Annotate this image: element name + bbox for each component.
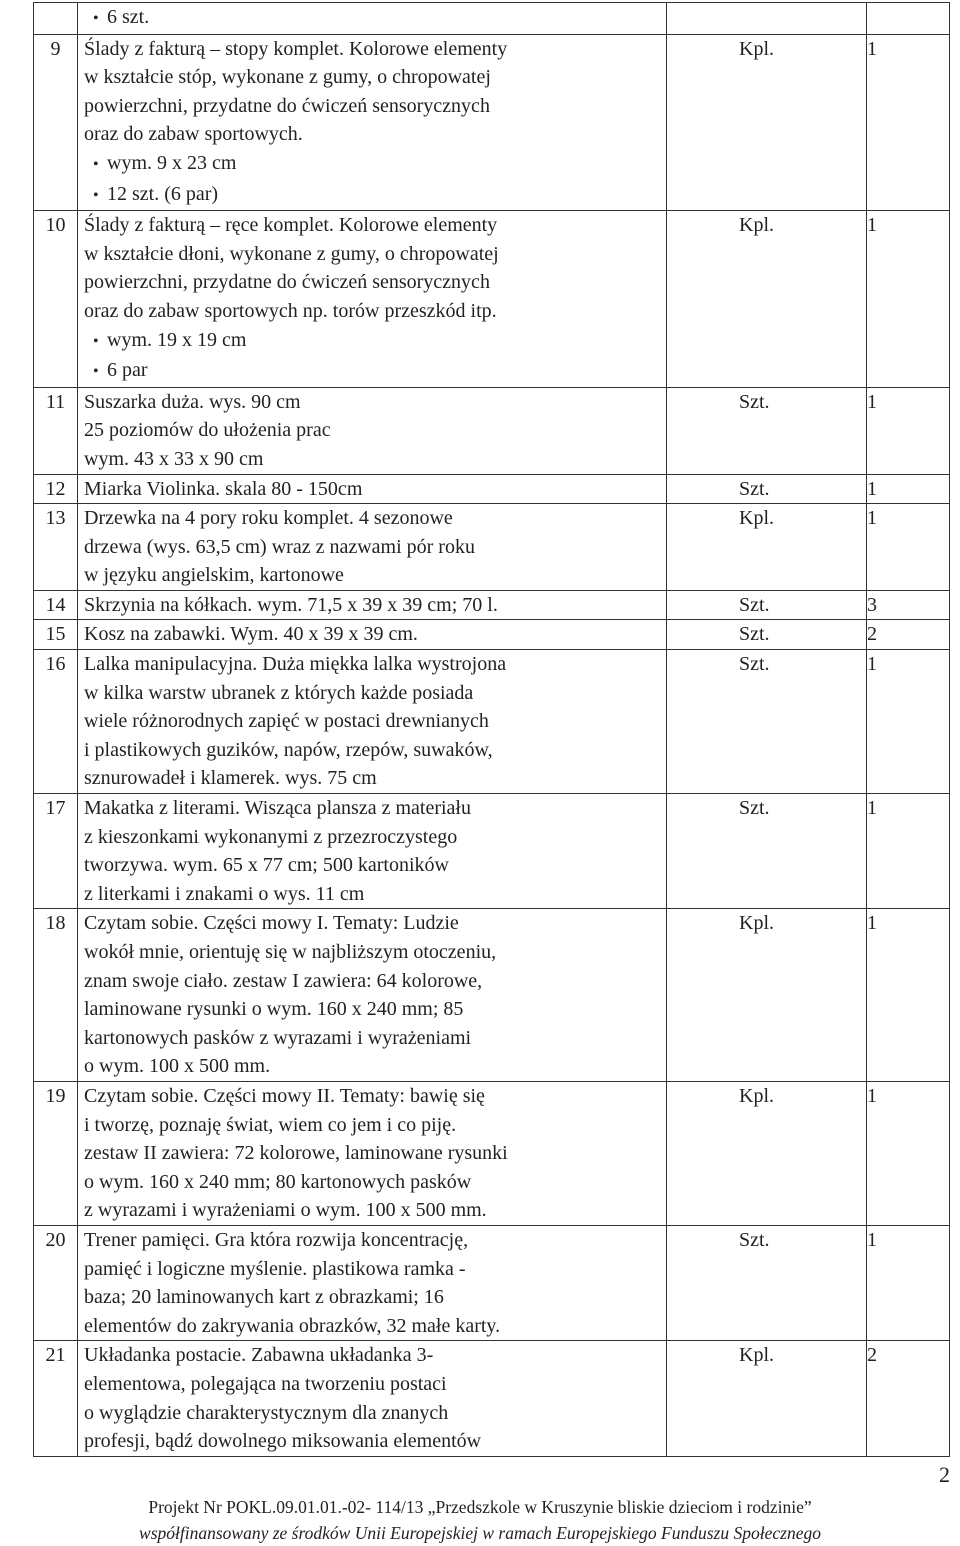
item-description — [78, 620, 667, 650]
item-quantity: 2 — [867, 620, 950, 650]
item-quantity: 1 — [867, 1225, 950, 1340]
description-line: oraz do zabaw sportowych. — [84, 123, 303, 146]
item-description — [78, 34, 667, 211]
table-row — [34, 620, 950, 650]
item-unit: Szt. — [667, 474, 867, 504]
item-description — [78, 1081, 667, 1225]
table-row — [34, 387, 950, 474]
description-line: Skrzynia na kółkach. wym. 71,5 x 39 x 39 cm; 70 l. — [84, 593, 498, 616]
description-line: profesji, bądź dowolnego miksowania elementów — [84, 1430, 482, 1453]
description-line: 25 poziomów do ułożenia prac — [84, 419, 331, 442]
description-bullet: • wym. 19 x 19 cm — [84, 326, 660, 357]
item-number: 18 — [34, 909, 78, 1082]
description-line: Trener pamięci. Gra która rozwija koncentrację, — [84, 1228, 469, 1251]
description-line: Makatka z literami. Wisząca plansza z materiału — [84, 797, 471, 820]
item-unit: Kpl. — [667, 909, 867, 1082]
item-description — [78, 1225, 667, 1340]
description-line: zestaw II zawiera: 72 kolorowe, laminowane rysunki — [84, 1142, 508, 1165]
table-row — [34, 504, 950, 591]
item-quantity: 1 — [867, 1081, 950, 1225]
description-line: wokół mnie, orientuję się w najbliższym otoczeniu, — [84, 941, 497, 963]
description-line: i tworzę, poznaję świat, wiem co jem i co piję. — [84, 1113, 457, 1136]
description-bullet: • 12 szt. (6 par) — [84, 180, 660, 211]
description-line: z literkami i znakami o wys. 11 cm — [84, 882, 365, 905]
item-quantity: 1 — [867, 794, 950, 909]
item-description — [78, 909, 667, 1082]
item-number: 15 — [34, 620, 78, 650]
table-row — [34, 211, 950, 388]
description-bullet: • 6 szt. — [84, 3, 660, 34]
description-line: powierzchni, przydatne do ćwiczeń sensorycznych — [84, 94, 490, 117]
table-row — [34, 909, 950, 1082]
item-unit: Kpl. — [667, 504, 867, 591]
description-line: Ślady z fakturą – stopy komplet. Kolorowe elementy — [84, 37, 508, 60]
footer-project-line: Projekt Nr POKL.09.01.01.-02- 114/13 „Przedszkole w Kruszynie bliskie dzieciom i rodzinie” — [148, 1497, 812, 1517]
item-number: 10 — [34, 211, 78, 388]
description-line: elementów do zakrywania obrazków, 32 małe karty. — [84, 1314, 501, 1337]
item-unit: Kpl. — [667, 1341, 867, 1456]
item-quantity: 2 — [867, 1341, 950, 1456]
item-number: 14 — [34, 590, 78, 620]
item-unit — [667, 3, 867, 35]
description-line: w kilka warstw ubranek z których każde posiada — [84, 681, 474, 704]
item-number: 9 — [34, 34, 78, 211]
table-row — [34, 590, 950, 620]
description-line: elementowa, polegająca na tworzeniu postaci — [84, 1372, 447, 1395]
description-bullet: • 6 par — [84, 356, 660, 387]
description-line: Suszarka duża. wys. 90 cm — [84, 390, 301, 413]
items-table-body — [34, 3, 950, 1457]
item-number: 11 — [34, 387, 78, 474]
item-number — [34, 3, 78, 35]
footer — [0, 1494, 960, 1546]
item-quantity: 3 — [867, 590, 950, 620]
description-line: oraz do zabaw sportowych np. torów przeszkód itp. — [84, 299, 497, 322]
table-row — [34, 650, 950, 794]
description-line: z wyrazami i wyrażeniami o wym. 100 x 500 mm. — [84, 1199, 487, 1222]
description-line: wym. 43 x 33 x 90 cm — [84, 447, 264, 470]
item-number: 12 — [34, 474, 78, 504]
item-number: 16 — [34, 650, 78, 794]
description-line: Czytam sobie. Części mowy II. Tematy: bawię się — [84, 1084, 485, 1107]
description-line: Czytam sobie. Części mowy I. Tematy: Ludzie — [84, 912, 459, 935]
item-description — [78, 1341, 667, 1456]
item-description — [78, 211, 667, 388]
item-quantity: 1 — [867, 34, 950, 211]
item-description — [78, 650, 667, 794]
description-line: Kosz na zabawki. Wym. 40 x 39 x 39 cm. — [84, 623, 418, 646]
item-unit: Kpl. — [667, 1081, 867, 1225]
item-quantity: 1 — [867, 504, 950, 591]
description-bullet: • wym. 9 x 23 cm — [84, 149, 660, 180]
item-number: 19 — [34, 1081, 78, 1225]
description-line: w języku angielskim, kartonowe — [84, 564, 344, 587]
table-row — [34, 3, 950, 35]
description-line: w kształcie dłoni, wykonane z gumy, o chropowatej — [84, 242, 499, 265]
description-line: znam swoje ciało. zestaw I zawiera: 64 kolorowe, — [84, 969, 483, 992]
description-line: Lalka manipulacyjna. Duża miękka lalka wystrojona — [84, 653, 507, 676]
item-description — [78, 474, 667, 504]
item-quantity: 1 — [867, 474, 950, 504]
table-row — [34, 1081, 950, 1225]
footer-funding-line: współfinansowany ze środków Unii Europejskiej w ramach Europejskiego Funduszu Społecznego — [139, 1523, 821, 1543]
item-description — [78, 794, 667, 909]
description-line: Miarka Violinka. skala 80 - 150cm — [84, 477, 363, 500]
item-quantity — [867, 3, 950, 35]
item-number: 17 — [34, 794, 78, 909]
description-line: kartonowych pasków z wyrazami i wyrażeniami — [84, 1026, 472, 1049]
item-quantity: 1 — [867, 909, 950, 1082]
description-line: Układanka postacie. Zabawna układanka 3- — [84, 1344, 434, 1367]
description-line: z kieszonkami wykonanymi z przezroczystego — [84, 825, 458, 848]
item-description — [78, 3, 667, 35]
description-line: w kształcie stóp, wykonane z gumy, o chropowatej — [84, 66, 491, 89]
table-row — [34, 34, 950, 211]
table-row — [34, 1341, 950, 1456]
item-quantity: 1 — [867, 211, 950, 388]
item-unit: Kpl. — [667, 211, 867, 388]
item-unit: Szt. — [667, 650, 867, 794]
description-line: o wyglądzie charakterystycznym dla znanych — [84, 1401, 449, 1424]
description-line: drzewa (wys. 63,5 cm) wraz z nazwami pór roku — [84, 535, 475, 558]
table-row — [34, 794, 950, 909]
item-unit: Kpl. — [667, 34, 867, 211]
item-description — [78, 387, 667, 474]
description-line: i plastikowych guzików, napów, rzepów, suwaków, — [84, 738, 493, 761]
description-line: o wym. 160 x 240 mm; 80 kartonowych pasków — [84, 1170, 472, 1193]
item-number: 20 — [34, 1225, 78, 1340]
description-line: Ślady z fakturą – ręce komplet. Kolorowe elementy — [84, 214, 498, 237]
description-line: laminowane rysunki o wym. 160 x 240 mm; 85 — [84, 998, 464, 1021]
table-row — [34, 1225, 950, 1340]
item-quantity: 1 — [867, 650, 950, 794]
item-unit: Szt. — [667, 590, 867, 620]
description-line: o wym. 100 x 500 mm. — [84, 1055, 271, 1078]
description-line: Drzewka na 4 pory roku komplet. 4 sezonowe — [84, 507, 453, 530]
item-unit: Szt. — [667, 620, 867, 650]
description-line: pamięć i logiczne myślenie. plastikowa ramka - — [84, 1257, 466, 1280]
item-number: 13 — [34, 504, 78, 591]
items-table — [33, 2, 950, 1457]
item-unit: Szt. — [667, 794, 867, 909]
page-number: 2 — [939, 1462, 950, 1487]
item-quantity: 1 — [867, 387, 950, 474]
item-unit: Szt. — [667, 387, 867, 474]
item-number: 21 — [34, 1341, 78, 1456]
description-line: baza; 20 laminowanych kart z obrazkami; 16 — [84, 1286, 444, 1309]
table-row — [34, 474, 950, 504]
description-line: wiele różnorodnych zapięć w postaci drewnianych — [84, 710, 489, 733]
item-description — [78, 590, 667, 620]
item-unit: Szt. — [667, 1225, 867, 1340]
description-line: tworzywa. wym. 65 x 77 cm; 500 kartoników — [84, 854, 449, 877]
description-line: powierzchni, przydatne do ćwiczeń sensorycznych — [84, 271, 490, 294]
description-line: sznurowadeł i klamerek. wys. 75 cm — [84, 767, 377, 790]
item-description — [78, 504, 667, 591]
